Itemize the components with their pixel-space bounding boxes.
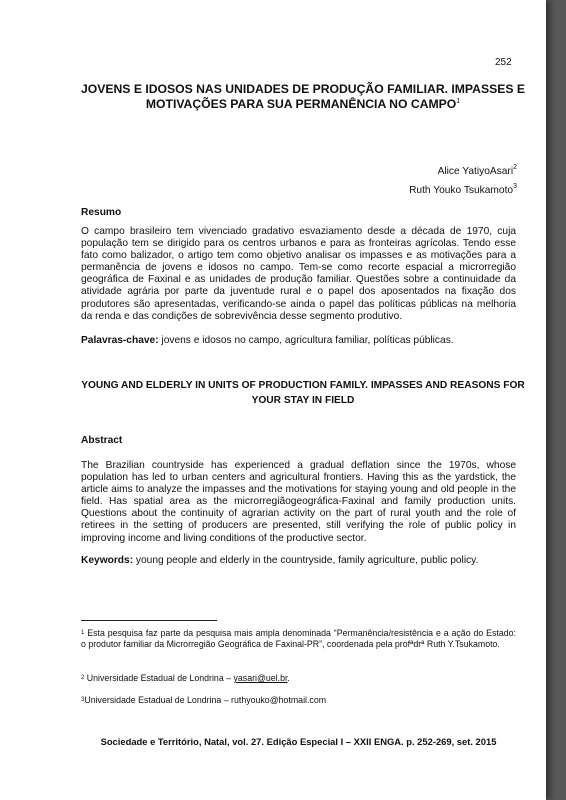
resumo-keywords	[81, 335, 516, 347]
footnote-3-mark: 3	[81, 697, 85, 703]
abstract-keywords-text: young people and elderly in the countryside, family agriculture, public policy.	[133, 555, 479, 566]
footnote-2-text: Universidade Estadual de Londrina –	[84, 673, 234, 683]
abstract-heading: Abstract	[81, 435, 123, 446]
english-title: YOUNG AND ELDERLY IN UNITS OF PRODUCTION FAMILY. IMPASSES AND REASONS FOR YOUR STAY IN FIELD	[81, 380, 525, 406]
resumo-keywords-label: Palavras-chave:	[81, 335, 159, 346]
author-2-note: 3	[513, 183, 517, 190]
footnote-1-text: Esta pesquisa faz parte da pesquisa mais ampla denominada “Permanência/resistência e a ação do Estado: o produtor familiar da Microrregião Geográfica de Faxinal-PR”, coordenada pela profªdrª Ruth Y.Tsukamoto.	[81, 628, 516, 650]
footnote-2	[81, 673, 516, 684]
author-2-name: Ruth Youko Tsukamoto	[409, 185, 514, 196]
footnote-2-tail: .	[287, 673, 290, 683]
journal-footer: Sociedade e Território, Natal, vol. 27. Edição Especial I – XXII ENGA. p. 252-269, set. 2015	[100, 736, 497, 747]
footnote-2-mark: 2	[81, 675, 85, 681]
footnote-3-text: Universidade Estadual de Londrina – ruthyouko@hotmail.com	[84, 695, 327, 705]
resumo-keywords-text: jovens e idosos no campo, agricultura familiar, políticas públicas.	[158, 335, 454, 346]
author-1-note: 2	[513, 164, 517, 171]
abstract-keywords	[81, 555, 516, 567]
author-1-name: Alice YatiyoAsari	[437, 166, 514, 177]
paper-title	[80, 82, 526, 111]
page-number: 252	[495, 57, 512, 68]
author-2	[409, 185, 517, 196]
footnote-1	[81, 628, 516, 651]
footnote-3	[81, 695, 516, 706]
paper-title-text: JOVENS E IDOSOS NAS UNIDADES DE PRODUÇÃO FAMILIAR. IMPASSES E MOTIVAÇÕES PARA SUA PERMANÊNCIA NO CAMPO	[80, 82, 525, 111]
abstract-keywords-label: Keywords:	[81, 555, 134, 566]
author-1	[438, 166, 517, 177]
footnote-1-mark: 1	[81, 630, 85, 636]
title-footnote-mark: 1	[456, 97, 461, 105]
footnote-divider	[81, 620, 217, 621]
resumo-text: O campo brasileiro tem vivenciado gradativo esvaziamento desde a década de 1970, cuja população tem se dirigido para os centros urbanos e para as fronteiras agrícolas. Tendo esse fato como balizador, o artigo tem como objetivo analisar os impasses e as motivações para a permanência de jovens e idosos no campo. Tem-se como recorte espacial a microrregião geográfica de Faxinal e as unidades de produção familiar. Questões sobre a continuidade da atividade agrária por parte da juventude rural e o papel dos aposentados na fixação dos produtores são apresentadas, verificando-se ainda o papel das políticas públicas na melhoria da renda e das condições de sobrevivência desse segmento produtivo.	[81, 226, 516, 322]
abstract-text: The Brazilian countryside has experienced a gradual deflation since the 1970s, whose population has led to urban centers and agricultural frontiers. Having this as the yardstick, the article aims to analyze the impasses and the motivations for staying young and old people in the field. Has spatial area as the microrregiãogeográfica-Faxinal and family production units. Questions about the continuity of agrarian activity on the part of rural youth and the role of retirees in the setting of producers are presented, still verifying the role of public policy in improving income and living conditions of the productive sector.	[81, 460, 516, 544]
footnote-2-email-link[interactable]: yasari@uel.br	[233, 673, 288, 683]
resumo-heading: Resumo	[81, 207, 122, 218]
